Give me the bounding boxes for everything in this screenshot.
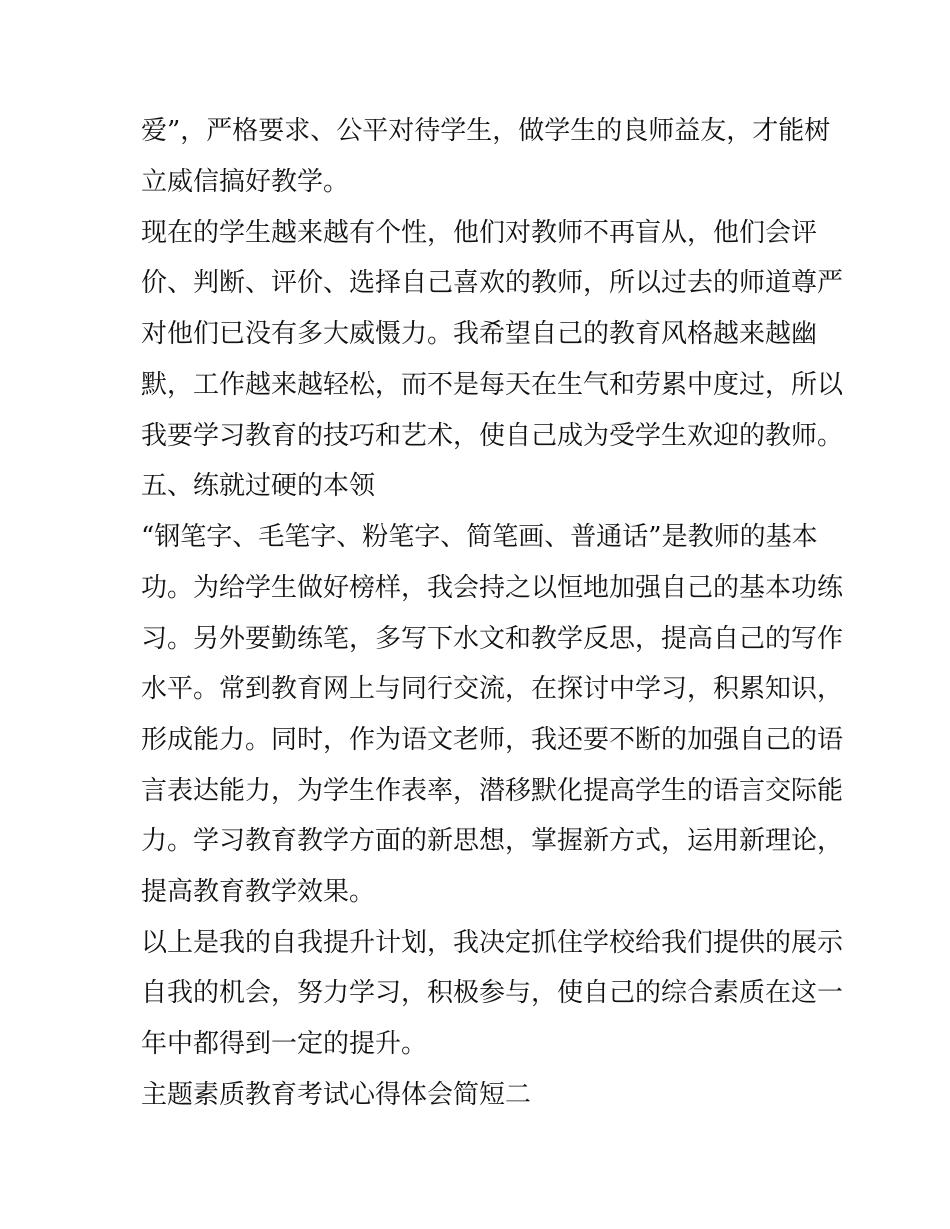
text-line: 形成能力。同时，作为语文老师，我还要不断的加强自己的语 (141, 725, 844, 755)
text-line: 功。为给学生做好榜样，我会持之以恒地加强自己的基本功练 (141, 573, 844, 603)
text-line: 年中都得到一定的提升。 (141, 1029, 428, 1059)
text-line: 习。另外要勤练笔，多写下水文和教学反思，提高自己的写作 (141, 624, 844, 654)
text-line: 立威信搞好教学。 (141, 167, 350, 197)
section-heading: 五、练就过硬的本领 (141, 471, 376, 501)
text-line: 力。学习教育教学方面的新思想，掌握新方式，运用新理论， (141, 826, 844, 856)
text-line: 价、判断、评价、选择自己喜欢的教师，所以过去的师道尊严 (141, 268, 844, 298)
text-line: 现在的学生越来越有个性，他们对教师不再盲从，他们会评 (141, 218, 818, 248)
text-line: 提高教育教学效果。 (141, 877, 376, 907)
text-line: 爱”，严格要求、公平对待学生，做学生的良师益友，才能树 (141, 116, 831, 146)
text-line: 言表达能力，为学生作表率，潜移默化提高学生的语言交际能 (141, 776, 844, 806)
text-line: 以上是我的自我提升计划，我决定抓住学校给我们提供的展示 (141, 928, 844, 958)
text-line: “钢笔字、毛笔字、粉笔字、简笔画、普通话”是教师的基本 (141, 522, 818, 552)
section-heading: 主题素质教育考试心得体会简短二 (141, 1080, 532, 1110)
text-line: 默，工作越来越轻松，而不是每天在生气和劳累中度过，所以 (141, 370, 844, 400)
text-line: 对他们已没有多大威慑力。我希望自己的教育风格越来越幽 (141, 319, 818, 349)
text-line: 我要学习教育的技巧和艺术，使自己成为受学生欢迎的教师。 (141, 421, 844, 451)
text-line: 水平。常到教育网上与同行交流，在探讨中学习，积累知识， (141, 674, 844, 704)
text-line: 自我的机会，努力学习，积极参与，使自己的综合素质在这一 (141, 978, 844, 1008)
